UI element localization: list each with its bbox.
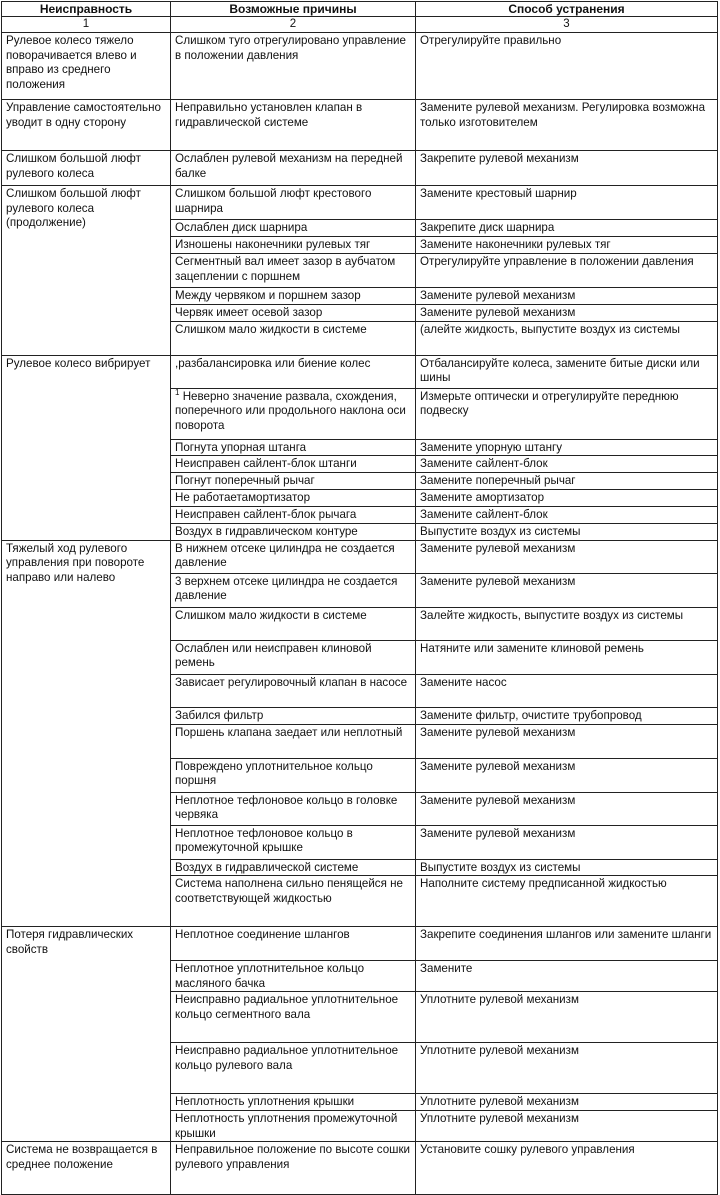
header-fault: Неисправность (2, 2, 171, 17)
cause-cell: Ослаблен диск шарнира (171, 220, 416, 237)
cause-cell: ,разбалансировка или биение колес (171, 355, 416, 388)
cause-cell: Неправильно установлен клапан в гидравлической системе (171, 100, 416, 151)
cause-cell: Неисправен сайлент-блок штанги (171, 456, 416, 473)
fault-cell: Рулевое колесо тяжело поворачивается влево и вправо из среднего положения (2, 33, 171, 100)
cause-cell: Не работаетамортизатор (171, 490, 416, 507)
cause-cell: Погнут поперечный рычаг (171, 473, 416, 490)
footnote-mark: 1 (175, 388, 180, 397)
cause-cell: Неплотность уплотнения промежуточной крышки (171, 1111, 416, 1142)
cause-cell (171, 388, 416, 439)
table-row (2, 355, 718, 388)
fix-cell: Замените амортизатор (416, 490, 718, 507)
fault-cell: Рулевое колесо вибрирует (2, 355, 171, 540)
cause-cell: Погнута упорная штанга (171, 439, 416, 456)
fault-cell: Слишком большой люфт рулевого колеса (2, 151, 171, 186)
troubleshooting-table (1, 1, 718, 1195)
cause-cell: Воздух в гидравлической системе (171, 859, 416, 876)
table-row (2, 186, 718, 220)
fault-cell: Тяжелый ход рулевого управления при повороте направо или налево (2, 540, 171, 927)
cause-cell: Поршень клапана заедает или неплотный (171, 724, 416, 758)
cause-cell: 3 верхнем отсеке цилиндра не создается давление (171, 573, 416, 607)
fix-cell: Замените рулевой механизм (416, 825, 718, 859)
cause-cell: Неправильное положение по высоте сошки рулевого управления (171, 1142, 416, 1195)
fix-cell: Закрепите соединения шлангов или замените шланги (416, 927, 718, 961)
cause-cell: Слишком большой люфт крестового шарнира (171, 186, 416, 220)
table-row (2, 1142, 718, 1195)
fix-cell: Уплотните рулевой механизм (416, 992, 718, 1043)
fix-cell: Замените рулевой механизм (416, 573, 718, 607)
fix-cell: Уплотните рулевой механизм (416, 1111, 718, 1142)
fault-cell: Управление самостоятельно уводит в одну сторону (2, 100, 171, 151)
fix-cell: (алейте жидкость, выпустите воздух из системы (416, 321, 718, 355)
fix-cell: Замените рулевой механизм (416, 724, 718, 758)
column-number: 3 (416, 17, 718, 33)
fix-cell: Замените рулевой механизм. Регулировка возможна только изготовителем (416, 100, 718, 151)
fault-cell: Слишком большой люфт рулевого колеса (продолжение) (2, 186, 171, 356)
fix-cell: Отрегулируйте правильно (416, 33, 718, 100)
cause-cell: Неплотное тефлоновое кольцо в промежуточной крышке (171, 825, 416, 859)
fix-cell: Замените (416, 961, 718, 992)
cause-cell: Неплотное соединение шлангов (171, 927, 416, 961)
fix-cell: Отрегулируйте управление в положении давления (416, 254, 718, 288)
cause-cell: Неплотность уплотнения крышки (171, 1094, 416, 1111)
cause-cell: Неплотное тефлоновое кольцо в головке червяка (171, 792, 416, 825)
fix-cell: Натяните или замените клиновой ремень (416, 640, 718, 674)
cause-cell: Система наполнена сильно пенящейся не соответствующей жидкостью (171, 876, 416, 927)
cause-text: Неверно значение развала, схождения, поперечного или продольного наклона оси поворота (175, 389, 406, 432)
fix-cell: Замените фильтр, очистите трубопровод (416, 707, 718, 724)
fix-cell: Закрепите рулевой механизм (416, 151, 718, 186)
fix-cell: Замените рулевой механизм (416, 288, 718, 305)
cause-cell: Неисправно радиальное уплотнительное кольцо сегментного вала (171, 992, 416, 1043)
fix-cell: Замените рулевой механизм (416, 758, 718, 792)
fix-cell: Замените рулевой механизм (416, 304, 718, 321)
fix-cell: Замените насос (416, 674, 718, 707)
cause-cell: Неплотное уплотнительное кольцо масляного бачка (171, 961, 416, 992)
fix-cell: Залейте жидкость, выпустите воздух из системы (416, 607, 718, 640)
cause-cell: Слишком мало жидкости в системе (171, 607, 416, 640)
fix-cell: Замените упорную штангу (416, 439, 718, 456)
fix-cell: Замените сайлент-блок (416, 507, 718, 524)
fix-cell: Замените рулевой механизм (416, 540, 718, 573)
cause-cell: Сегментный вал имеет зазор в аубчатом зацеплении с поршнем (171, 254, 416, 288)
cause-cell: Неисправно радиальное уплотнительное кольцо рулевого вала (171, 1043, 416, 1094)
column-number: 2 (171, 17, 416, 33)
cause-cell: Воздух в гидравлическом контуре (171, 523, 416, 540)
fix-cell: Замените наконечники рулевых тяг (416, 237, 718, 254)
fix-cell: Измерьте оптически и отрегулируйте переднюю подвеску (416, 388, 718, 439)
cause-cell: Слишком туго отрегулировано управление в положении давления (171, 33, 416, 100)
fix-cell: Замените крестовый шарнир (416, 186, 718, 220)
fix-cell: Замените поперечный рычаг (416, 473, 718, 490)
table-row (2, 100, 718, 151)
header-row (2, 2, 718, 17)
cause-cell: Ослаблен рулевой механизм на передней балке (171, 151, 416, 186)
fix-cell: Уплотните рулевой механизм (416, 1043, 718, 1094)
fix-cell: Уплотните рулевой механизм (416, 1094, 718, 1111)
cause-cell: Повреждено уплотнительное кольцо поршня (171, 758, 416, 792)
column-number: 1 (2, 17, 171, 33)
fix-cell: Наполните систему предписанной жидкостью (416, 876, 718, 927)
cause-cell: Червяк имеет осевой зазор (171, 304, 416, 321)
table-row (2, 927, 718, 961)
cause-cell: Ослаблен или неисправен клиновой ремень (171, 640, 416, 674)
table-row (2, 33, 718, 100)
cause-cell: Неисправен сайлент-блок рычага (171, 507, 416, 524)
fix-cell: Установите сошку рулевого управления (416, 1142, 718, 1195)
fix-cell: Закрепите диск шарнира (416, 220, 718, 237)
fault-cell: Система не возвращается в среднее положение (2, 1142, 171, 1195)
cause-cell: В нижнем отсеке цилиндра не создается давление (171, 540, 416, 573)
header-remedy: Способ устранения (416, 2, 718, 17)
fix-cell: Выпустите воздух из системы (416, 859, 718, 876)
fix-cell: Замените сайлент-блок (416, 456, 718, 473)
table-row (2, 151, 718, 186)
header-causes: Возможные причины (171, 2, 416, 17)
fault-cell: Потеря гидравлических свойств (2, 927, 171, 1142)
cause-cell: Зависает регулировочный клапан в насосе (171, 674, 416, 707)
column-number-row (2, 17, 718, 33)
fix-cell: Выпустите воздух из системы (416, 523, 718, 540)
table-row (2, 540, 718, 573)
fix-cell: Замените рулевой механизм (416, 792, 718, 825)
cause-cell: Забился фильтр (171, 707, 416, 724)
cause-cell: Между червяком и поршнем зазор (171, 288, 416, 305)
cause-cell: Изношены наконечники рулевых тяг (171, 237, 416, 254)
fix-cell: Отбалансируйте колеса, замените битые диски или шины (416, 355, 718, 388)
cause-cell: Слишком мало жидкости в системе (171, 321, 416, 355)
